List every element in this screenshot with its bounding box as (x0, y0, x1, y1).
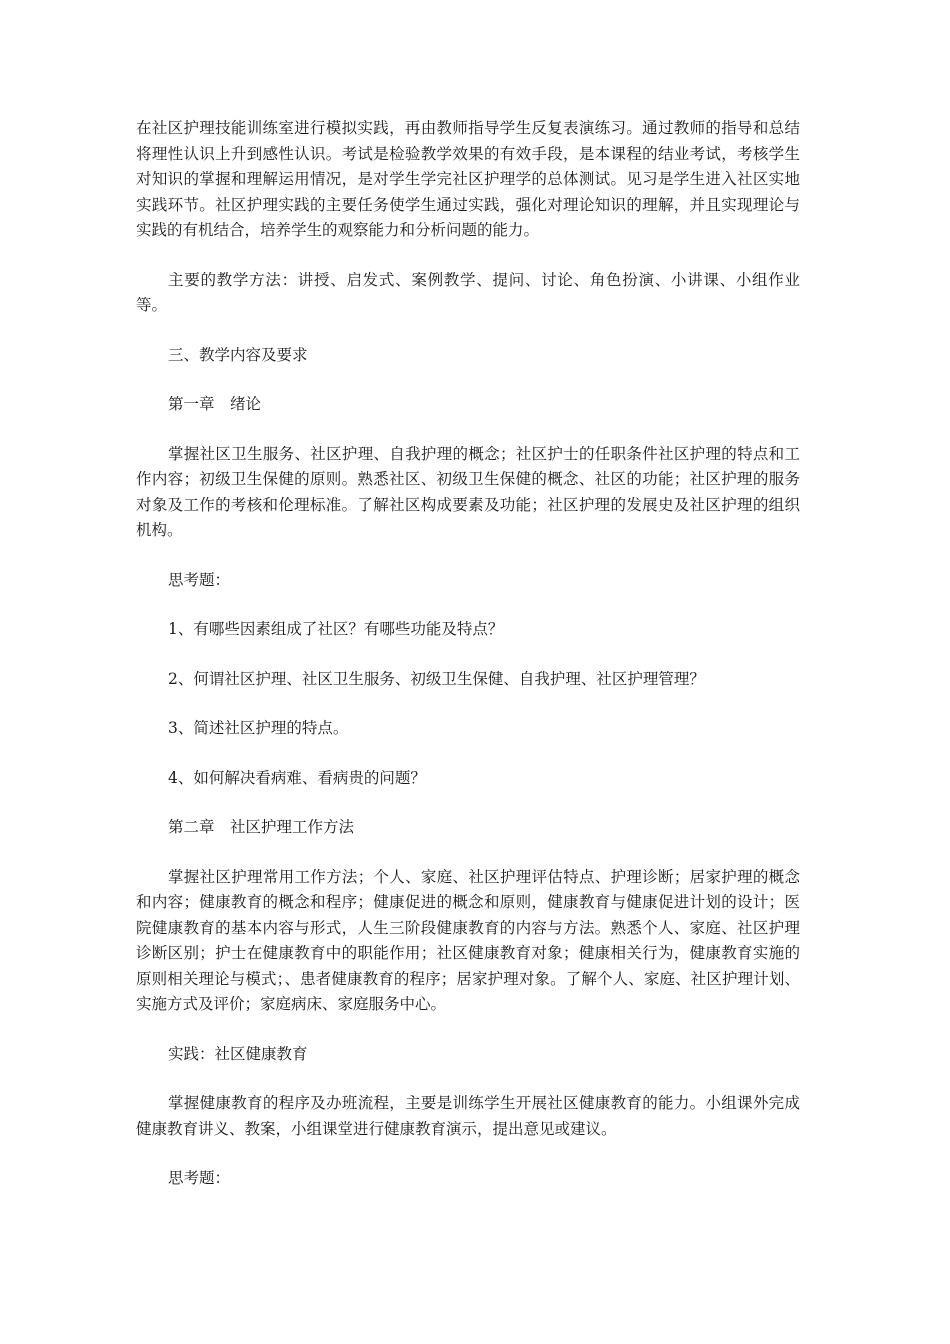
questions-heading-1: 思考题： (168, 570, 231, 589)
document-body (136, 116, 800, 1216)
practice-heading: 实践：社区健康教育 (168, 1044, 308, 1063)
chapter-heading-1: 第一章 绪论 (168, 395, 262, 413)
paragraph-teaching-practice: 在社区护理技能训练室进行模拟实践，再由教师指导学生反复表演练习。通过教师的指导和总结将理性认识上升到感性认识。考试是检验教学效果的有效手段，是本课程的结业考试，考核学生对知识的掌握和理解运用情况，是对学生学完社区护理学的总体测试。见习是学生进入社区实地实践环节。社区护理实践的主要任务使学生通过实践，强化对理论知识的理解，并且实现理论与实践的有机结合，培养学生的观察能力和分析问题的能力。 (136, 119, 800, 239)
chapter-heading-2: 第二章 社区护理工作方法 (168, 818, 355, 836)
paragraph-chapter-1-requirements: 掌握社区卫生服务、社区护理、自我护理的概念；社区护士的任职条件社区护理的特点和工作内容；初级卫生保健的原则。熟悉社区、初级卫生保健的概念、社区的功能；社区护理的服务对象及工作的考核和伦理标准。了解社区构成要素及功能；社区护理的发展史及社区护理的组织机构。 (136, 444, 800, 539)
paragraph-teaching-methods: 主要的教学方法：讲授、启发式、案例教学、提问、讨论、角色扮演、小讲课、小组作业等。 (136, 270, 800, 314)
questions-heading-2: 思考题： (168, 1169, 231, 1187)
paragraph-chapter-2-requirements: 掌握社区护理常用工作方法；个人、家庭、社区护理评估特点、护理诊断；居家护理的概念和内容；健康教育的概念和程序；健康促进的概念和原则，健康教育与健康促进计划的设计；医院健康教育的基本内容与形式，人生三阶段健康教育的内容与方法。熟悉个人、家庭、社区护理诊断区别；护士在健康教育中的职能作用；社区健康教育对象；健康相关行为，健康教育实施的原则相关理论与模式；、患者健康教育的程序；居家护理对象。了解个人、家庭、社区护理计划、实施方式及评价；家庭病床、家庭服务中心。 (136, 867, 800, 1013)
question-item-1: 1、有哪些因素组成了社区？有哪些功能及特点？ (168, 620, 504, 638)
question-item-2: 2、何谓社区护理、社区卫生服务、初级卫生保健、自我护理、社区护理管理？ (168, 669, 705, 688)
question-item-4: 4、如何解决看病难、看病贵的问题？ (168, 768, 426, 787)
section-heading-content: 三、教学内容及要求 (168, 345, 308, 364)
question-item-3: 3、简述社区护理的特点。 (168, 719, 349, 737)
paragraph-practice-requirements: 掌握健康教育的程序及办班流程，主要是训练学生开展社区健康教育的能力。小组课外完成健康教育讲义、教案，小组课堂进行健康教育演示，提出意见或建议。 (136, 1094, 800, 1138)
